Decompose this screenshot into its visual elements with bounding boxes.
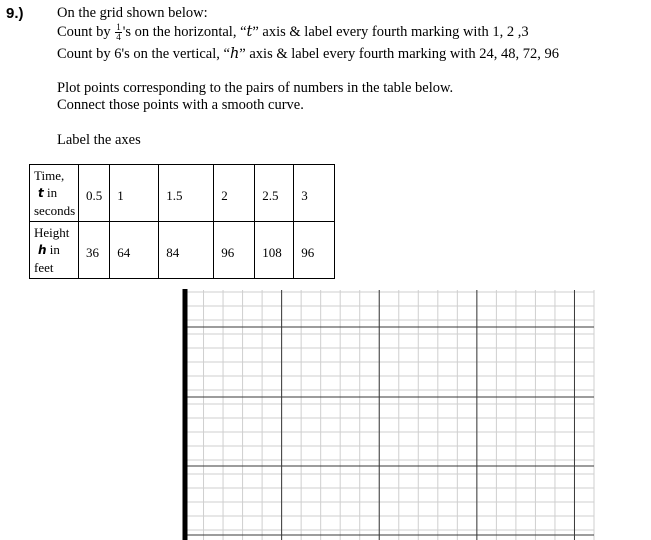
- time-cell: 1.5: [159, 165, 214, 222]
- height-header: Height h in feet: [30, 222, 79, 279]
- height-cell: 36: [79, 222, 110, 279]
- height-cell: 84: [159, 222, 214, 279]
- time-cell: 2: [214, 165, 255, 222]
- height-cell: 96: [294, 222, 335, 279]
- quarter-fraction: $\frac{1}{4}$: [116, 22, 121, 42]
- time-cell: 2.5: [255, 165, 294, 222]
- time-cell: 1: [110, 165, 159, 222]
- time-header: Time, t in seconds: [30, 165, 79, 222]
- height-cell: 108: [255, 222, 294, 279]
- t-symbol: t: [246, 23, 253, 40]
- h-symbol: h: [229, 46, 240, 62]
- time-cell: 0.5: [79, 165, 110, 222]
- height-cell: 64: [110, 222, 159, 279]
- time-cell: 3: [294, 165, 335, 222]
- instruction-line-3: Count by 6's on the vertical, “h” axis & label every fourth marking with 24, 48, 72, 96: [57, 46, 560, 62]
- problem-number: 9.): [6, 5, 24, 22]
- instruction-line-5: Connect those points with a smooth curve.: [57, 97, 304, 113]
- instruction-line-4: Plot points corresponding to the pairs of numbers in the table below.: [57, 80, 454, 96]
- instruction-line-6: Label the axes: [57, 132, 141, 148]
- height-cell: 96: [214, 222, 255, 279]
- instruction-line-1: On the grid shown below:: [57, 5, 208, 21]
- instruction-line-2: Count by $\frac{1}{4}$ 's on the horizontal, “t” axis & label every fourth marking with 1, 2 ,3: [57, 22, 529, 42]
